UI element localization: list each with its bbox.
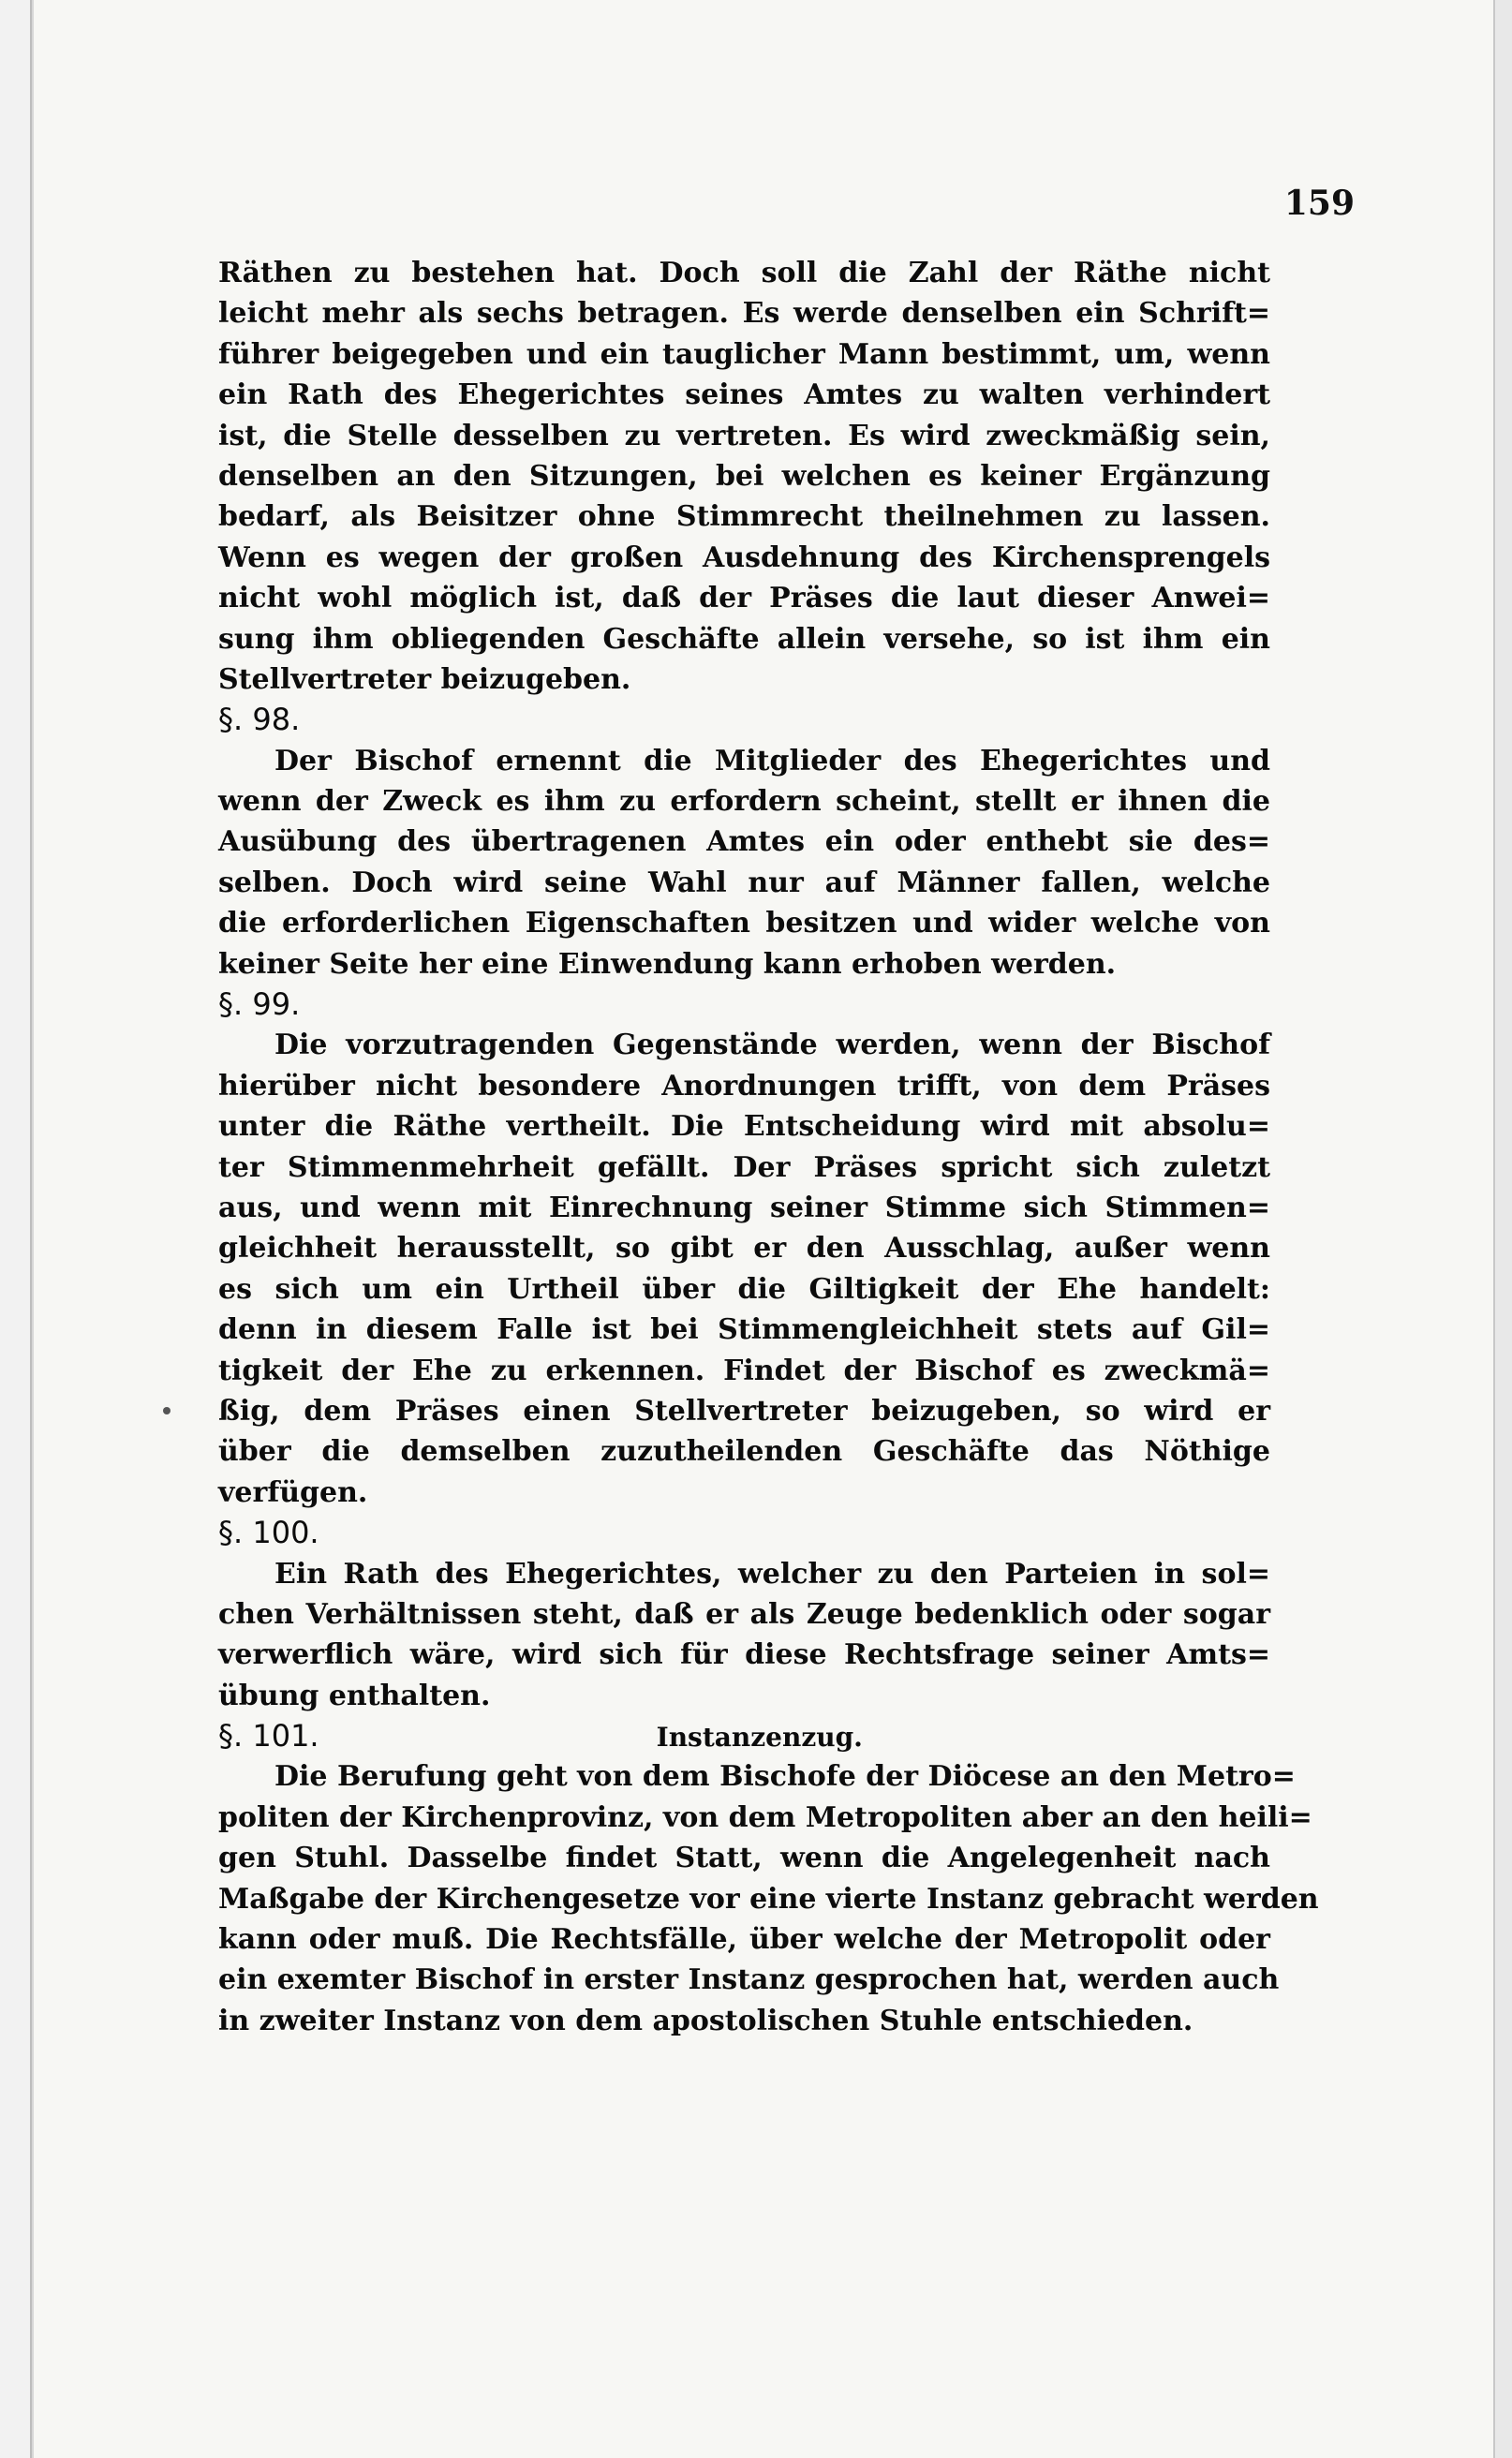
- text-line: keiner Seite her eine Einwendung kann erhoben werden.: [218, 947, 1117, 981]
- section-heading-line: [218, 1716, 1270, 1756]
- text-line: aus, und wenn mit Einrechnung seiner Stimme sich Stimmen=: [218, 1191, 1270, 1224]
- text-line: Die Berufung geht von dem Bischofe der Diöcese an den Metro=: [274, 1760, 1296, 1794]
- text-line: selben. Doch wird seine Wahl nur auf Männer fallen, welche: [218, 866, 1270, 899]
- section-marker: §. 100.: [218, 1515, 319, 1551]
- text-line: verfügen.: [218, 1475, 368, 1509]
- page-number: 159: [1283, 184, 1355, 223]
- text-line: gen Stuhl. Dasselbe findet Statt, wenn die Angelegenheit nach: [218, 1842, 1270, 1875]
- text-line: übung enthalten.: [218, 1679, 491, 1712]
- text-line: unter die Räthe vertheilt. Die Entscheidung wird mit absolu=: [218, 1110, 1270, 1144]
- text-line: Räthen zu bestehen hat. Doch soll die Zahl der Räthe nicht: [218, 257, 1270, 289]
- text-line: Der Bischof ernennt die Mitglieder des Ehegerichtes und: [274, 744, 1270, 777]
- text-line: ßig, dem Präses einen Stellvertreter beizugeben, so wird er: [218, 1394, 1270, 1428]
- text-line: bedarf, als Beisitzer ohne Stimmrecht theilnehmen zu lassen.: [218, 500, 1270, 534]
- text-line: verwerflich wäre, wird sich für diese Rechtsfrage seiner Amts=: [218, 1638, 1270, 1672]
- text-line: Stellvertreter beizugeben.: [218, 662, 631, 696]
- text-line: über die demselben zuzutheilenden Geschäfte das Nöthige: [218, 1435, 1270, 1469]
- text-line: führer beigegeben und ein tauglicher Mann bestimmt, um, wenn: [218, 337, 1270, 371]
- text-line: denn in diesem Falle ist bei Stimmengleichheit stets auf Gil=: [218, 1313, 1270, 1347]
- text-line: ein exemter Bischof in erster Instanz gesprochen hat, werden auch: [218, 1963, 1280, 1997]
- text-line: Ein Rath des Ehegerichtes, welcher zu den Parteien in sol=: [274, 1557, 1270, 1591]
- text-line: Wenn es wegen der großen Ausdehnung des Kirchensprengels: [218, 540, 1270, 574]
- section-title: Instanzenzug.: [656, 1722, 863, 1754]
- section-marker: §. 99.: [218, 986, 301, 1023]
- text-line: ter Stimmenmehrheit gefällt. Der Präses spricht sich zuletzt: [218, 1150, 1270, 1184]
- text-line: tigkeit der Ehe zu erkennen. Findet der Bischof es zweckmä=: [218, 1354, 1270, 1387]
- text-line: es sich um ein Urtheil über die Giltigkeit der Ehe handelt:: [218, 1272, 1270, 1306]
- text-line: politen der Kirchenprovinz, von dem Metropoliten aber an den heili=: [218, 1800, 1312, 1834]
- body-text: [218, 253, 1319, 2041]
- text-line: Maßgabe der Kirchengesetze vor eine vierte Instanz gebracht werden: [218, 1882, 1319, 1916]
- text-line: chen Verhältnissen steht, daß er als Zeuge bedenklich oder sogar: [218, 1597, 1270, 1631]
- text-line: sung ihm obliegenden Geschäfte allein versehe, so ist ihm ein: [218, 622, 1270, 656]
- text-line: kann oder muß. Die Rechtsfälle, über welche der Metropolit oder: [218, 1923, 1270, 1957]
- scan-right-margin: [1493, 0, 1512, 2458]
- text-line: denselben an den Sitzungen, bei welchen es keiner Ergänzung: [218, 459, 1270, 493]
- text-line: ein Rath des Ehegerichtes seines Amtes zu walten verhindert: [218, 378, 1270, 412]
- text-line: Ausübung des übertragenen Amtes ein oder enthebt sie des=: [218, 825, 1270, 859]
- scan-left-margin: [0, 0, 32, 2458]
- text-line: die erforderlichen Eigenschaften besitzen und wider welche von: [218, 907, 1270, 940]
- section-marker: §. 98.: [218, 702, 301, 738]
- text-line: leicht mehr als sechs betragen. Es werde denselben ein Schrift=: [218, 297, 1270, 331]
- text-line: in zweiter Instanz von dem apostolischen Stuhle entschieden.: [218, 2004, 1193, 2037]
- text-line: gleichheit herausstellt, so gibt er den Ausschlag, außer wenn: [218, 1232, 1270, 1266]
- text-line: Die vorzutragenden Gegenstände werden, wenn der Bischof: [274, 1029, 1270, 1062]
- text-line: nicht wohl möglich ist, daß der Präses die laut dieser Anwei=: [218, 582, 1270, 615]
- ink-blot: [163, 1407, 170, 1414]
- text-line: ist, die Stelle desselben zu vertreten. Es wird zweckmäßig sein,: [218, 419, 1270, 452]
- section-marker: §. 101.: [218, 1718, 319, 1755]
- book-page: [32, 0, 1495, 2458]
- text-line: hierüber nicht besondere Anordnungen trifft, von dem Präses: [218, 1069, 1270, 1103]
- text-line: wenn der Zweck es ihm zu erfordern scheint, stellt er ihnen die: [218, 785, 1270, 819]
